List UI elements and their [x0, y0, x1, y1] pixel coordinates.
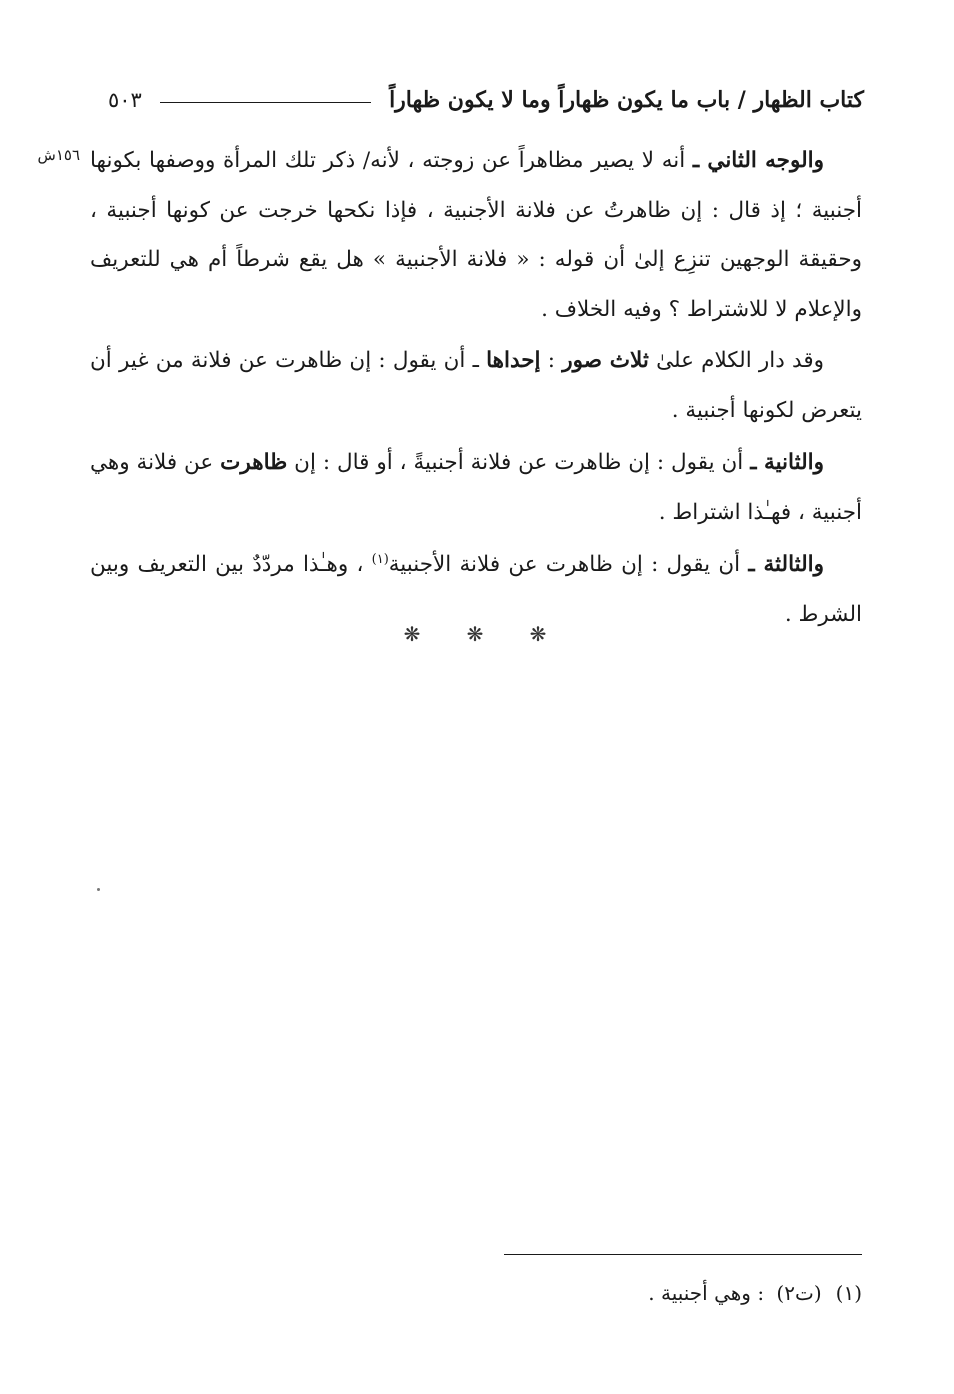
paragraph-2-text-a: وقد دار الكلام علىٰ	[648, 348, 824, 373]
asterism-icon: ❋	[403, 622, 421, 646]
paragraph-3-lead: والثانية ـ	[750, 450, 824, 475]
paragraph-3	[90, 438, 862, 537]
paragraph-2-bold-b: إحداها	[486, 348, 541, 373]
running-header	[108, 80, 864, 120]
paragraph-3-text-a: أن يقول : إن ظاهرت عن فلانة أجنبيةً ، أو قال : إن	[287, 450, 751, 475]
page-number: ٥٠٣	[108, 88, 142, 112]
asterism-icon: ❋	[529, 622, 547, 646]
footnote-reference[interactable]: (١)	[371, 551, 389, 567]
paragraph-2	[90, 336, 862, 435]
paragraph-4-text-b: ، وهـٰذا مردّدٌ بين التعريف وبين الشرط .	[90, 552, 862, 627]
paragraph-3-text-b: عن فلانة وهي أجنبية ، فهـٰذا اشتراط .	[90, 450, 862, 525]
asterism-icon: ❋	[466, 622, 484, 646]
paragraph-4-lead: والثالثة ـ	[748, 552, 825, 577]
footnote-source: (ت٢)	[776, 1281, 822, 1305]
margin-manuscript-note: ١٥٦ش	[37, 146, 80, 164]
paragraph-3-bold: ظاهرت	[220, 450, 288, 475]
footnote-number: (١)	[835, 1281, 862, 1305]
section-end-ornaments	[400, 622, 550, 646]
main-text	[90, 136, 862, 640]
paragraph-2-bold-a: ثلاث صور	[562, 348, 649, 373]
stray-mark	[97, 888, 100, 891]
paragraph-2-text-c: ـ أن يقول : إن ظاهرت عن فلانة من غير أن يتعرض لكونها أجنبية .	[90, 348, 862, 423]
paragraph-1-lead: والوجه الثاني ـ	[692, 148, 824, 173]
paragraph-1	[90, 136, 862, 334]
footnote-separator	[504, 1254, 862, 1255]
paragraph-2-text-b: :	[540, 348, 563, 373]
footnote	[420, 1278, 862, 1308]
paragraph-1-text: أنه لا يصير مظاهراً عن زوجته ، لأنه/ ذكر تلك المرأة ووصفها بكونها أجنبية ؛ إذ قال : إن ظاهرتُ عن فلانة الأجنبية ، فإذا نكحها خرجت عن كونها أجنبية ، وحقيقة الوجهين تنزِع إلىٰ أن قوله : « فلانة الأجنبية » هل يقع شرطاً أم هي للتعريف والإعلام لا للاشتراط ؟ وفيه الخلاف .	[90, 148, 862, 322]
paragraph-4-text-a: أن يقول : إن ظاهرت عن فلانة الأجنبية	[388, 552, 749, 577]
footnote-text: : وهي أجنبية .	[648, 1281, 765, 1305]
header-title: كتاب الظهار / باب ما يكون ظهاراً وما لا يكون ظهاراً	[389, 87, 864, 113]
header-rule	[160, 102, 371, 103]
